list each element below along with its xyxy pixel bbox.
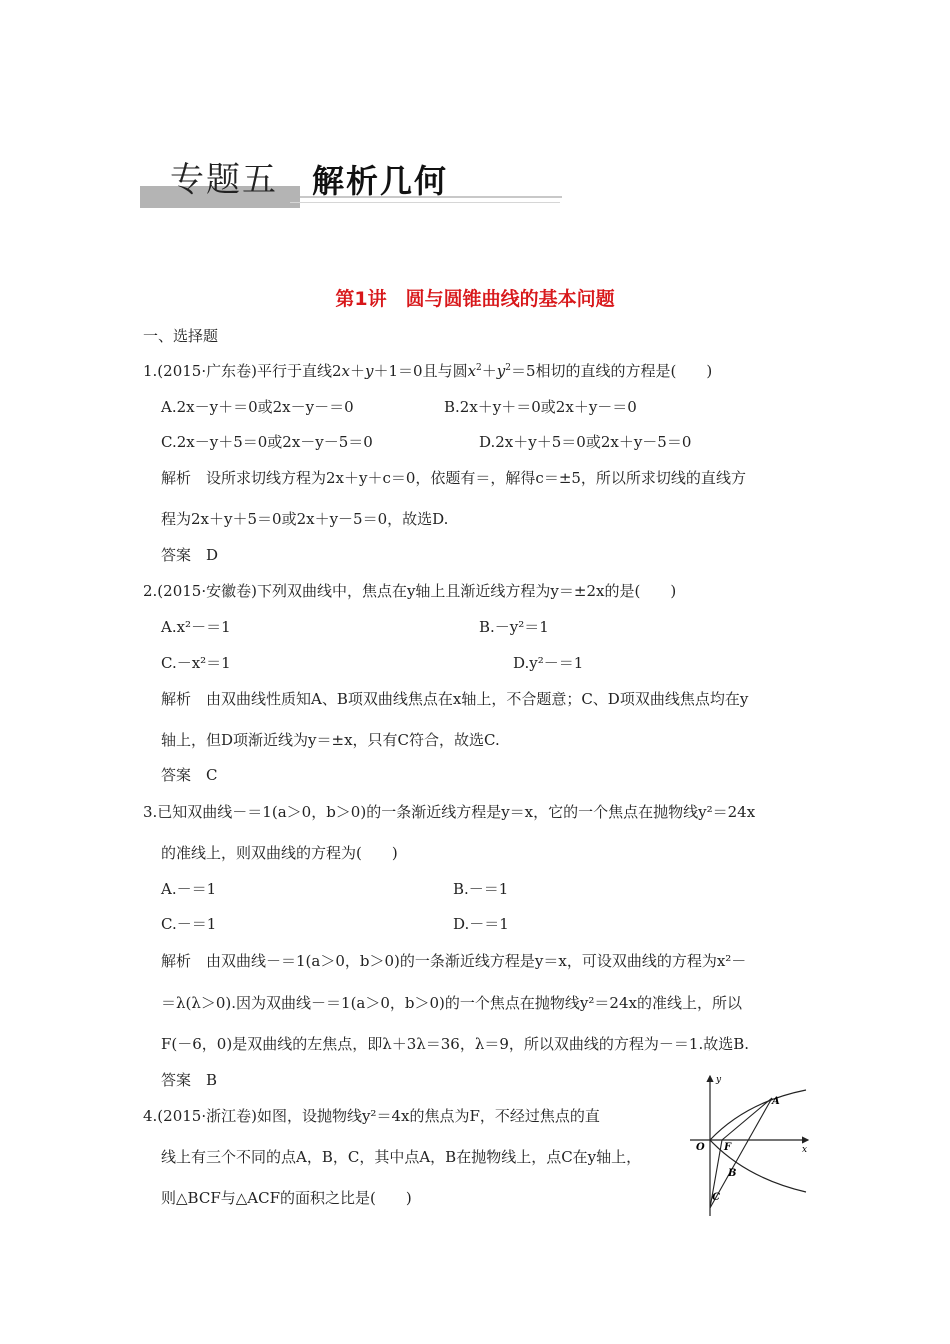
segment-fa: [722, 1098, 772, 1140]
fig-label-a: A: [772, 1096, 780, 1107]
q4-stem-line2: 线上有三个不同的点A，B，C，其中点A，B在抛物线上，点C在y轴上，: [161, 1148, 642, 1166]
q1-analysis-line1: 解析 设所求切线方程为2x＋y＋c＝0，依题有＝，解得c＝±5，所以所求切线的直线方: [161, 469, 746, 487]
q2-option-b: B.－y²＝1: [479, 618, 549, 636]
q2-stem: 2.(2015·安徽卷)下列双曲线中，焦点在y轴上且渐近线方程为y＝±2x的是( ): [143, 582, 677, 600]
fig-label-x: x: [802, 1145, 808, 1155]
q3-analysis-line1: 解析 由双曲线－＝1(a＞0，b＞0)的一条渐近线方程是y＝x，可设双曲线的方程为x²－: [161, 952, 747, 970]
fig-label-c: C: [712, 1192, 720, 1203]
q1-stem-mid2: ＋1＝0且与圆: [373, 362, 468, 380]
q1-option-b: B.2x＋y＋＝0或2x＋y－＝0: [444, 398, 637, 416]
fig-label-f: F: [724, 1142, 732, 1153]
q3-option-c: C.－＝1: [161, 915, 217, 933]
fig-label-y: y: [716, 1075, 722, 1085]
q1-option-d: D.2x＋y＋5＝0或2x＋y－5＝0: [479, 433, 692, 451]
q3-stem-line2: 的准线上，则双曲线的方程为( ): [161, 844, 398, 862]
topic-title: 解析几何: [312, 162, 449, 200]
lesson-title: 第1讲 圆与圆锥曲线的基本问题: [335, 288, 615, 310]
section-heading: 一、选择题: [143, 327, 219, 345]
q1-stem-mid3: ＋: [481, 362, 497, 380]
q4-stem-line1: 4.(2015·浙江卷)如图，设抛物线y²＝4x的焦点为F，不经过焦点的直: [143, 1107, 600, 1125]
q2-analysis-line1: 解析 由双曲线性质知A、B项双曲线焦点在x轴上，不合题意；C、D项双曲线焦点均在y: [161, 690, 749, 708]
q2-analysis-line2: 轴上，但D项渐近线为y＝±x，只有C符合，故选C.: [161, 731, 500, 749]
q2-option-a: A.x²－＝1: [161, 618, 231, 636]
q1-option-c: C.2x－y＋5＝0或2x－y－5＝0: [161, 433, 373, 451]
q3-answer: 答案 B: [161, 1071, 218, 1089]
q1-stem: 1.(2015·广东卷)平行于直线2x＋y＋1＝0且与圆$x^2+y^2=5$相切的直线的方程是( ): [143, 362, 713, 380]
q1-analysis-line2: 程为2x＋y＋5＝0或2x＋y－5＝0，故选D.: [161, 510, 449, 528]
q2-option-d: D.y²－＝1: [513, 654, 584, 672]
banner-rule-end: [290, 202, 560, 203]
topic-number: 专题五: [170, 160, 278, 200]
q3-analysis-line3: F(－6，0)是双曲线的左焦点，即λ＋3λ＝36，λ＝9，所以双曲线的方程为－＝1.故选B.: [161, 1035, 749, 1053]
q2-option-c: C.－x²＝1: [161, 654, 231, 672]
q1-answer: 答案 D: [161, 546, 219, 564]
q2-answer: 答案 C: [161, 766, 218, 784]
fig-label-o: O: [696, 1142, 705, 1153]
q1-stem-mid1: ＋: [349, 362, 365, 380]
parabola-curve: [710, 1090, 806, 1192]
parabola-figure: [686, 1072, 814, 1218]
q1-stem-prefix: 1.(2015·广东卷)平行于直线2: [143, 362, 342, 380]
q3-option-d: D.－＝1: [453, 915, 509, 933]
q3-option-b: B.－＝1: [453, 880, 509, 898]
q3-stem-line1: 3.已知双曲线－＝1(a＞0，b＞0)的一条渐近线方程是y＝x，它的一个焦点在抛物线y²＝24x: [143, 803, 756, 821]
q4-stem-line3: 则△BCF与△ACF的面积之比是( ): [161, 1189, 412, 1207]
q1-option-a: A.2x－y＋＝0或2x－y－＝0: [161, 398, 354, 416]
q3-analysis-line2: ＝λ(λ＞0).因为双曲线－＝1(a＞0，b＞0)的一个焦点在抛物线y²＝24x的准线上，所以: [161, 994, 742, 1012]
fig-label-b: B: [728, 1168, 737, 1179]
q1-stem-mid4: ＝5相切的直线的方程是( ): [511, 362, 713, 380]
topic-banner: [140, 150, 570, 212]
q3-option-a: A.－＝1: [161, 880, 217, 898]
